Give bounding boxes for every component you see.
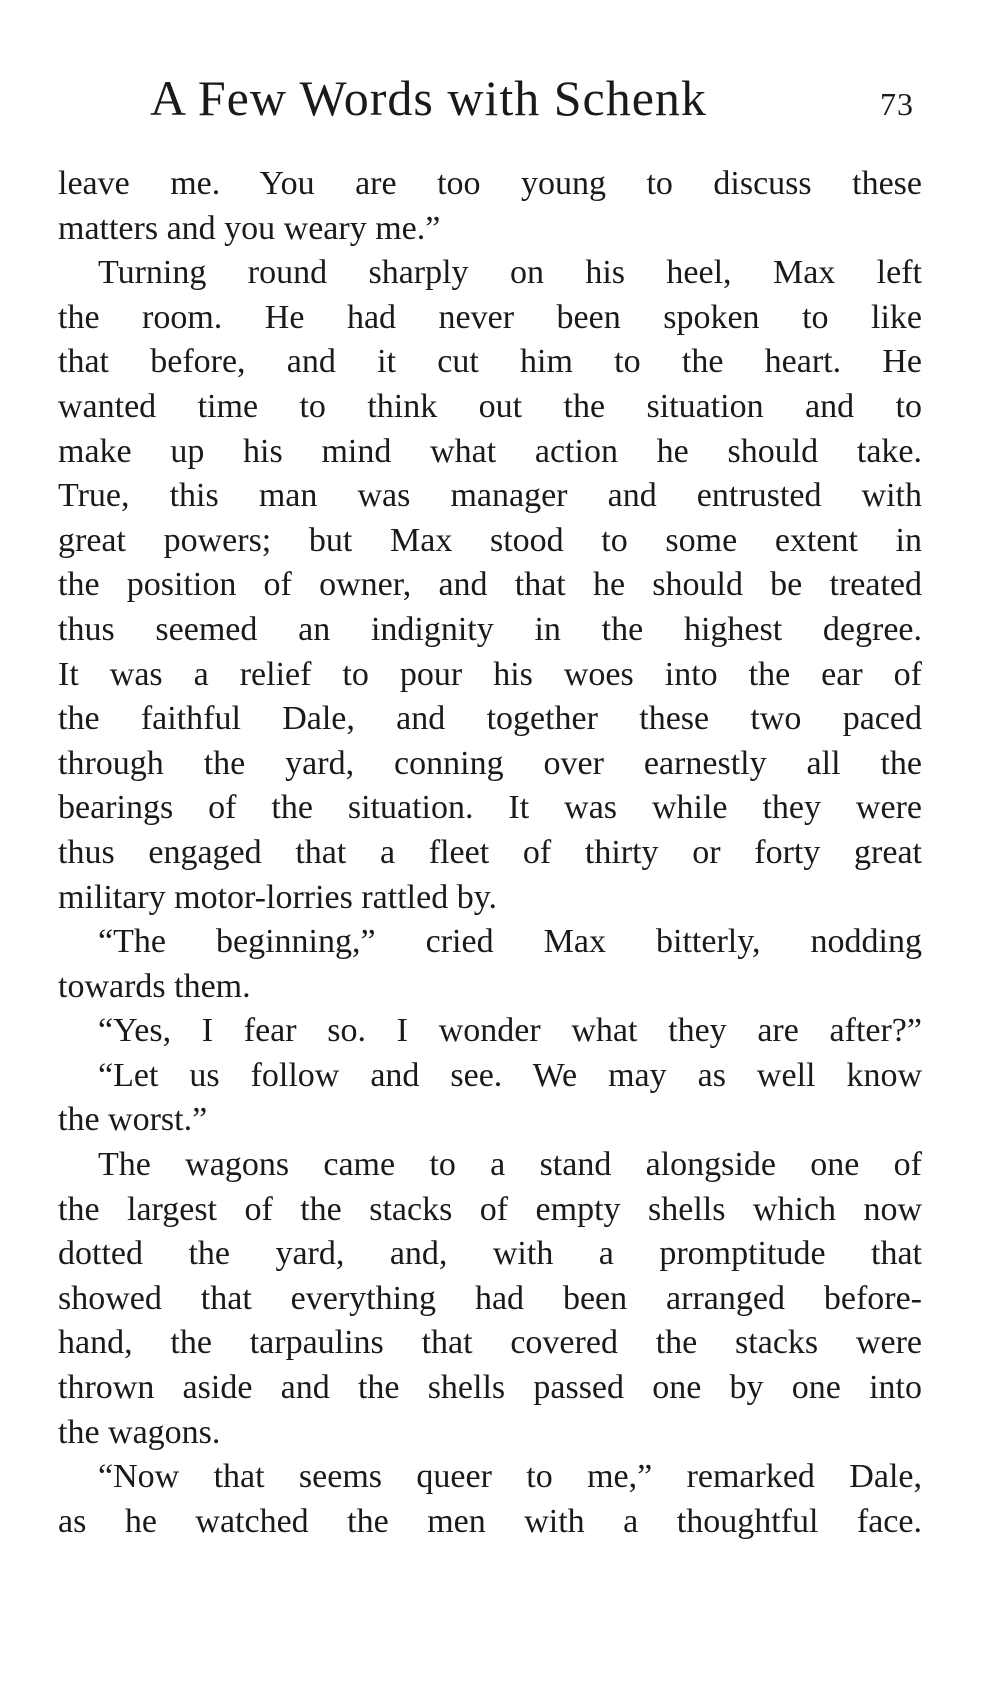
text-line: showed that everything had been arranged before- <box>58 1279 922 1317</box>
text-line: It was a relief to pour his woes into the ear of <box>58 655 922 693</box>
text-line: the worst.” <box>58 1101 208 1139</box>
text-line: that before, and it cut him to the heart. He <box>58 343 922 381</box>
text-line: matters and you weary me.” <box>58 209 441 247</box>
text-line: thus seemed an indignity in the highest degree. <box>58 610 922 648</box>
text-line: dotted the yard, and, with a promptitude that <box>58 1235 922 1273</box>
text-line: The wagons came to a stand alongside one of <box>98 1146 922 1184</box>
running-title: A Few Words with Schenk <box>150 70 707 126</box>
text-line: bearings of the situation. It was while they were <box>58 789 922 827</box>
text-line: leave me. You are too young to discuss these <box>58 165 922 202</box>
text-line: “The beginning,” cried Max bitterly, nodding <box>98 923 922 961</box>
text-line: the faithful Dale, and together these two paced <box>58 700 922 738</box>
body-text <box>58 162 922 1544</box>
text-line: “Now that seems queer to me,” remarked Dale, <box>98 1458 922 1496</box>
text-line: the largest of the stacks of empty shells which now <box>58 1190 922 1228</box>
text-line: “Yes, I fear so. I wonder what they are after?” <box>98 1012 922 1050</box>
text-line: wanted time to think out the situation and to <box>58 387 922 425</box>
text-line: True, this man was manager and entrusted with <box>58 477 922 515</box>
text-line: the position of owner, and that he should be treated <box>58 566 922 604</box>
text-line: make up his mind what action he should take. <box>58 432 922 470</box>
text-line: the room. He had never been spoken to like <box>58 298 922 336</box>
text-line: great powers; but Max stood to some extent in <box>58 521 922 559</box>
text-line: “Let us follow and see. We may as well know <box>98 1056 922 1094</box>
text-line: through the yard, conning over earnestly all the <box>58 744 922 782</box>
text-line: as he watched the men with a thoughtful face. <box>58 1502 922 1540</box>
text-line: Turning round sharply on his heel, Max left <box>98 254 922 292</box>
text-line: thus engaged that a fleet of thirty or forty great <box>58 833 922 871</box>
text-line: military motor-lorries rattled by. <box>58 878 497 916</box>
text-line: thrown aside and the shells passed one by one into <box>58 1369 922 1407</box>
text-line: hand, the tarpaulins that covered the stacks were <box>58 1324 922 1362</box>
text-line: towards them. <box>58 967 251 1005</box>
text-line: the wagons. <box>58 1413 221 1451</box>
page-number: 73 <box>880 86 914 122</box>
